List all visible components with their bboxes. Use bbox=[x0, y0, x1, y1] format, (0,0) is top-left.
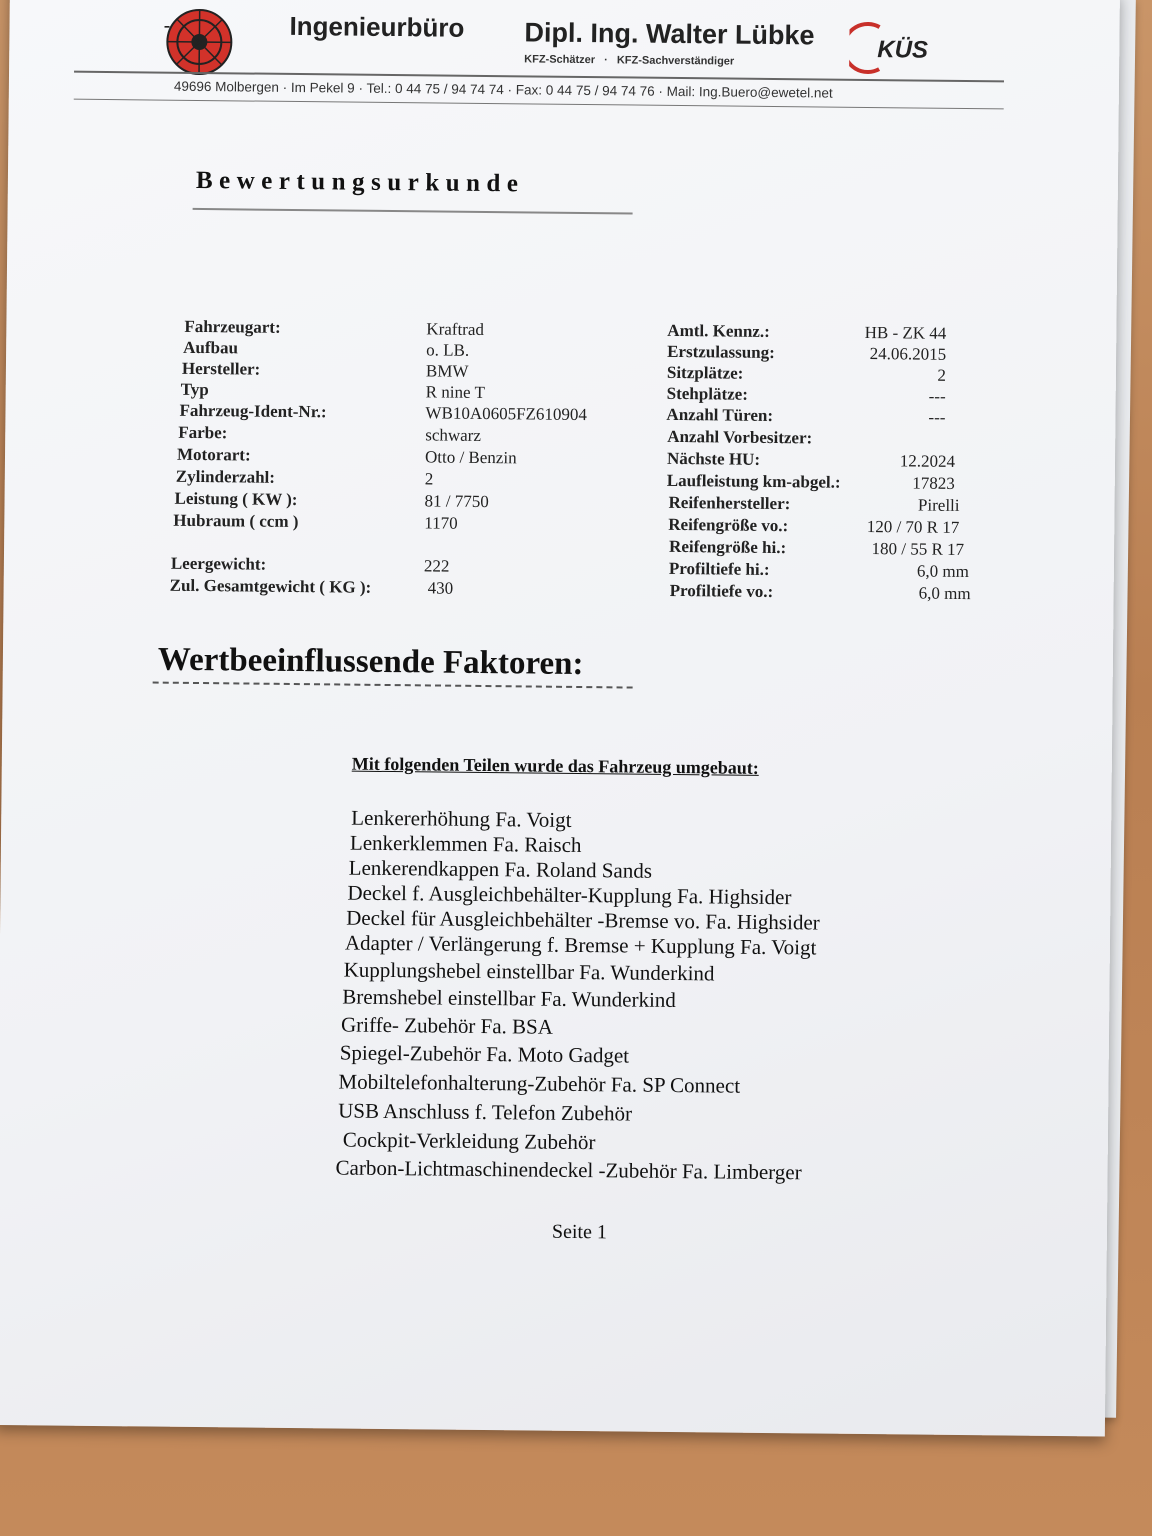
field-label: Fahrzeugart: bbox=[184, 316, 281, 337]
list-item: Carbon-Lichtmaschinendeckel -Zubehör Fa. Limberger bbox=[335, 1155, 802, 1185]
list-item: Griffe- Zubehör Fa. BSA bbox=[340, 1012, 554, 1039]
field-value: 6,0 mm bbox=[916, 561, 969, 582]
engineer-subtitle: KFZ-Schätzer · KFZ-Sachverständiger bbox=[524, 53, 735, 68]
kus-logo-text: KÜS bbox=[877, 36, 929, 64]
field-value: 6,0 mm bbox=[918, 583, 971, 604]
field-label: Nächste HU: bbox=[666, 448, 761, 469]
letterhead-rule-bottom bbox=[74, 99, 1004, 110]
field-value: 222 bbox=[423, 556, 450, 576]
office-name: Ingenieurbüro bbox=[289, 10, 465, 43]
field-value: BMW bbox=[425, 361, 469, 381]
field-label: Sitzplätze: bbox=[666, 362, 744, 383]
field-label: Leergewicht: bbox=[170, 553, 267, 574]
document-title: Bewertungsurkunde bbox=[195, 166, 525, 198]
field-value: schwarz bbox=[425, 425, 482, 445]
field-label: Reifengröße hi.: bbox=[669, 536, 787, 558]
field-label: Aufbau bbox=[183, 337, 239, 358]
field-label: Stehplätze: bbox=[666, 383, 749, 404]
field-value: Pirelli bbox=[917, 495, 960, 515]
field-value: 81 / 7750 bbox=[424, 491, 489, 512]
company-logo-icon bbox=[164, 7, 235, 78]
field-label: Reifengröße vo.: bbox=[668, 514, 789, 536]
list-item: Deckel für Ausgleichbehälter -Bremse vo. Fa. Highsider bbox=[346, 905, 820, 935]
field-value: 180 / 55 R 17 bbox=[871, 539, 965, 560]
field-label: Motorart: bbox=[176, 444, 251, 465]
field-value: Otto / Benzin bbox=[424, 447, 517, 468]
list-item: Mobiltelefonhalterung-Zubehör Fa. SP Connect bbox=[338, 1069, 741, 1098]
field-label: Fahrzeug-Ident-Nr.: bbox=[179, 400, 327, 422]
field-label: Hubraum ( ccm ) bbox=[173, 510, 299, 532]
field-label: Laufleistung km-abgel.: bbox=[666, 470, 841, 492]
kus-logo-icon bbox=[849, 19, 960, 75]
list-item: Spiegel-Zubehör Fa. Moto Gadget bbox=[339, 1040, 630, 1068]
field-label: Reifenhersteller: bbox=[668, 492, 791, 514]
field-value: 430 bbox=[427, 578, 454, 598]
field-value: 2 bbox=[424, 469, 434, 489]
field-value bbox=[835, 429, 945, 430]
field-label: Zylinderzahl: bbox=[175, 466, 276, 487]
field-label: Leistung ( KW ): bbox=[174, 488, 298, 510]
field-label: Anzahl Vorbesitzer: bbox=[667, 426, 813, 448]
list-item: Bremshebel einstellbar Fa. Wunderkind bbox=[342, 984, 677, 1013]
field-label: Anzahl Türen: bbox=[666, 404, 774, 426]
field-label: Amtl. Kennz.: bbox=[667, 320, 770, 341]
field-value: WB10A0605FZ610904 bbox=[425, 403, 588, 425]
field-value: 17823 bbox=[912, 473, 955, 493]
field-value: Kraftrad bbox=[426, 319, 485, 339]
field-label: Typ bbox=[180, 379, 209, 400]
list-item: Lenkerklemmen Fa. Raisch bbox=[349, 830, 582, 858]
list-item: Cockpit-Verkleidung Zubehör bbox=[342, 1127, 596, 1155]
field-label: Profiltiefe hi.: bbox=[668, 558, 770, 579]
field-value: R nine T bbox=[425, 382, 485, 402]
field-label: Erstzulassung: bbox=[667, 341, 775, 363]
field-label: Zul. Gesamtgewicht ( KG ): bbox=[169, 575, 372, 597]
list-item: USB Anschluss f. Telefon Zubehör bbox=[338, 1098, 633, 1126]
parts-list-heading: Mit folgenden Teilen wurde das Fahrzeug umgebaut: bbox=[351, 753, 759, 778]
list-item: Kupplungshebel einstellbar Fa. Wunderkind bbox=[343, 957, 715, 986]
field-value: 12.2024 bbox=[899, 451, 956, 471]
field-value: 24.06.2015 bbox=[869, 344, 947, 364]
engineer-name: Dipl. Ing. Walter Lübke bbox=[524, 17, 815, 51]
field-value: 120 / 70 R 17 bbox=[866, 517, 960, 537]
address-line: 49696 Molbergen · Im Pekel 9 · Tel.: 0 44 75 / 94 74 74 · Fax: 0 44 75 / 94 74 76 · Mail: Ing.Buero@ewetel.net bbox=[173, 78, 833, 101]
list-item: Lenkerendkappen Fa. Roland Sands bbox=[348, 855, 653, 883]
list-item: Lenkererhöhung Fa. Voigt bbox=[351, 805, 572, 832]
field-value: --- bbox=[928, 407, 946, 427]
field-label: Hersteller: bbox=[181, 358, 261, 379]
field-value: HB - ZK 44 bbox=[864, 322, 947, 343]
field-value: o. LB. bbox=[426, 340, 470, 360]
field-value: 1170 bbox=[424, 513, 458, 533]
field-value: 2 bbox=[937, 365, 947, 385]
title-underline bbox=[193, 208, 633, 215]
page-number: Seite 1 bbox=[551, 1220, 608, 1244]
section-title: Wertbeeinflussende Faktoren: bbox=[157, 641, 584, 683]
field-value: --- bbox=[928, 386, 946, 406]
list-item: Deckel f. Ausgleichbehälter-Kupplung Fa. Highsider bbox=[347, 880, 792, 910]
field-label: Farbe: bbox=[178, 422, 228, 443]
list-item: Adapter / Verlängerung f. Bremse + Kupplung Fa. Voigt bbox=[344, 930, 817, 960]
field-label: Profiltiefe vo.: bbox=[669, 580, 774, 602]
